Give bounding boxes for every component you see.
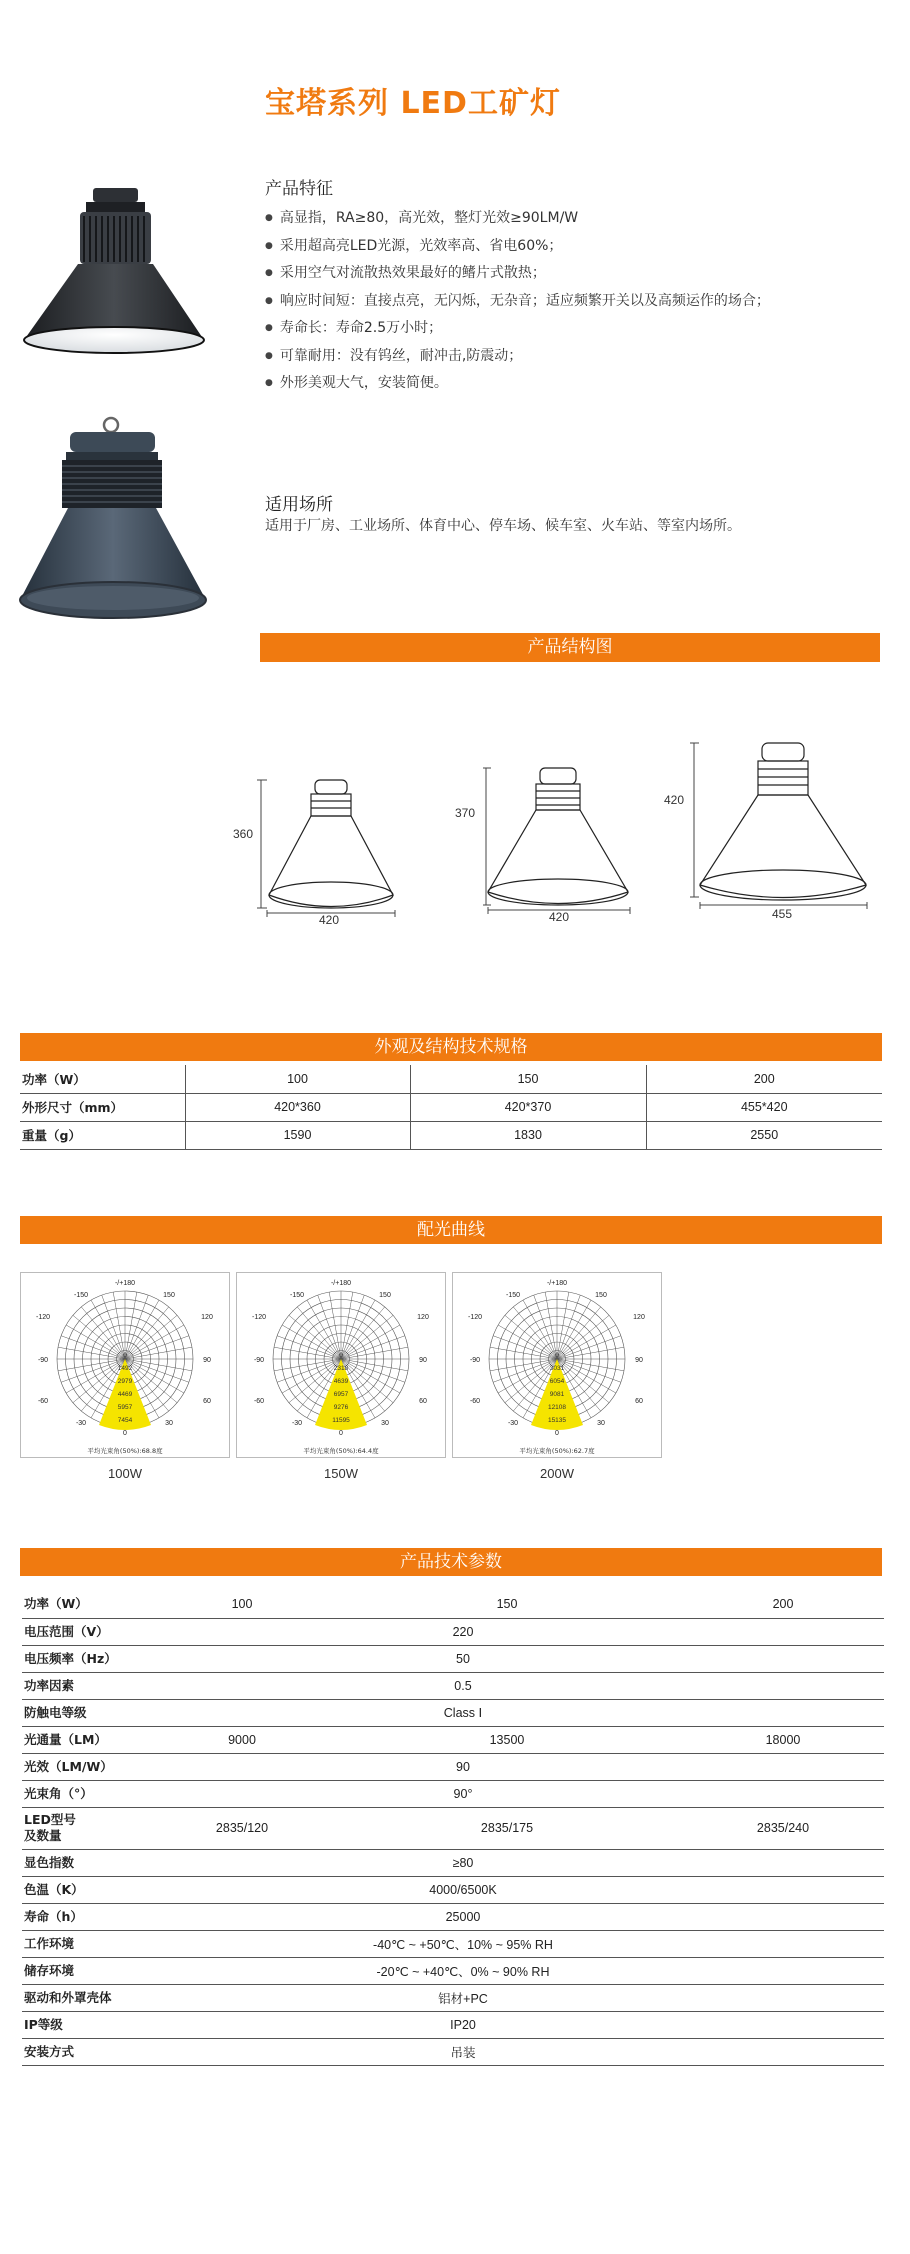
cell: 420*370 bbox=[410, 1093, 646, 1121]
cell: 50 bbox=[152, 1645, 884, 1672]
angle-label: -/+180 bbox=[546, 1280, 568, 1287]
application-text: 适用于厂房、工业场所、体育中心、停车场、候车室、火车站、等室内场所。 bbox=[265, 518, 741, 534]
cell: 150 bbox=[332, 1591, 682, 1618]
angle-label: -/+180 bbox=[114, 1280, 136, 1287]
cell: 100 bbox=[185, 1065, 410, 1093]
intensity-label: 0 bbox=[555, 1352, 559, 1359]
height-label: 370 bbox=[455, 806, 476, 820]
table-row bbox=[22, 1591, 884, 1618]
angle-label: -150 bbox=[289, 1292, 305, 1299]
angle-label: -90 bbox=[469, 1357, 481, 1364]
cell: 220 bbox=[152, 1618, 884, 1645]
row-label: 安装方式 bbox=[22, 2038, 152, 2065]
cell: 420*360 bbox=[185, 1093, 410, 1121]
angle-label: -150 bbox=[505, 1292, 521, 1299]
curves-section-bar: 配光曲线 bbox=[20, 1216, 882, 1244]
table-row bbox=[22, 1807, 884, 1849]
angle-label: -/+180 bbox=[330, 1280, 352, 1287]
table-row bbox=[22, 1930, 884, 1957]
width-label: 455 bbox=[772, 907, 793, 921]
row-label: 显色指数 bbox=[22, 1849, 152, 1876]
intensity-label: 6957 bbox=[333, 1391, 349, 1398]
row-label: 功率因素 bbox=[22, 1672, 152, 1699]
structure-diagram-150w bbox=[455, 760, 633, 930]
cell: ≥80 bbox=[152, 1849, 884, 1876]
angle-label: 120 bbox=[633, 1314, 645, 1321]
height-label: 420 bbox=[664, 793, 685, 807]
angle-label: 150 bbox=[163, 1292, 175, 1299]
structure-diagram-100w bbox=[233, 770, 405, 930]
cell: 吊装 bbox=[152, 2038, 884, 2065]
intensity-label: 4639 bbox=[333, 1378, 349, 1385]
table-row bbox=[22, 1618, 884, 1645]
lamp-outline-drawing bbox=[255, 770, 405, 930]
angle-label: 150 bbox=[379, 1292, 391, 1299]
intensity-label: 2318 bbox=[333, 1365, 349, 1372]
lamp-outline-drawing bbox=[483, 760, 633, 930]
intensity-label: 3031 bbox=[549, 1365, 565, 1372]
feature-item: ● 采用空气对流散热效果最好的鳍片式散热； bbox=[265, 260, 770, 288]
intensity-label: 0 bbox=[123, 1352, 127, 1359]
polar-caption: 150W bbox=[324, 1466, 358, 1481]
row-label: LED型号 及数量 bbox=[22, 1807, 152, 1849]
angle-label: -120 bbox=[35, 1314, 51, 1321]
page-title: 宝塔系列 LED工矿灯 bbox=[265, 86, 561, 121]
spec-table bbox=[20, 1065, 882, 1150]
polar-caption: 100W bbox=[108, 1466, 142, 1481]
intensity-label: 15135 bbox=[547, 1417, 567, 1424]
angle-label: 60 bbox=[419, 1398, 427, 1405]
angle-label: -60 bbox=[37, 1398, 49, 1405]
row-label: 外形尺寸（mm） bbox=[20, 1093, 185, 1121]
cell: 1590 bbox=[185, 1121, 410, 1149]
angle-label: 90 bbox=[635, 1357, 643, 1364]
angle-label: 0 bbox=[555, 1430, 559, 1437]
row-label: IP等级 bbox=[22, 2011, 152, 2038]
polar-caption: 200W bbox=[540, 1466, 574, 1481]
cell: 100 bbox=[152, 1591, 332, 1618]
table-row bbox=[22, 1957, 884, 1984]
row-label: 储存环境 bbox=[22, 1957, 152, 1984]
table-row bbox=[22, 1726, 884, 1753]
table-row bbox=[22, 1849, 884, 1876]
angle-label: 150 bbox=[595, 1292, 607, 1299]
cell: 18000 bbox=[682, 1726, 884, 1753]
product-photo-blue-lamp bbox=[18, 415, 213, 630]
cell: 90° bbox=[152, 1780, 884, 1807]
angle-label: 120 bbox=[417, 1314, 429, 1321]
intensity-label: 5957 bbox=[117, 1404, 133, 1411]
cell: 2550 bbox=[646, 1121, 882, 1149]
product-photo-black-lamp bbox=[18, 180, 213, 355]
features-list bbox=[265, 205, 770, 398]
polar-chart-200w bbox=[452, 1272, 662, 1458]
row-label: 色温（K） bbox=[22, 1876, 152, 1903]
polar-chart-100w bbox=[20, 1272, 230, 1458]
cell: 2835/175 bbox=[332, 1807, 682, 1849]
angle-label: 60 bbox=[635, 1398, 643, 1405]
row-label: 驱动和外罩壳体 bbox=[22, 1984, 152, 2011]
cell: 铝材+PC bbox=[152, 1984, 884, 2011]
angle-label: -30 bbox=[507, 1420, 519, 1427]
intensity-label: 6054 bbox=[549, 1378, 565, 1385]
table-row bbox=[22, 1903, 884, 1930]
row-label: 电压范围（V） bbox=[22, 1618, 152, 1645]
angle-label: 0 bbox=[123, 1430, 127, 1437]
table-row bbox=[22, 1645, 884, 1672]
angle-label: 30 bbox=[165, 1420, 173, 1427]
cell: 1830 bbox=[410, 1121, 646, 1149]
angle-label: -150 bbox=[73, 1292, 89, 1299]
angle-label: -120 bbox=[467, 1314, 483, 1321]
angle-label: -60 bbox=[253, 1398, 265, 1405]
structure-section-bar: 产品结构图 bbox=[260, 633, 880, 662]
table-row bbox=[22, 1753, 884, 1780]
intensity-label: 7454 bbox=[117, 1417, 133, 1424]
cell: Class Ⅰ bbox=[152, 1699, 884, 1726]
table-row bbox=[22, 2038, 884, 2065]
angle-label: -60 bbox=[469, 1398, 481, 1405]
angle-label: 0 bbox=[339, 1430, 343, 1437]
table-row bbox=[22, 1984, 884, 2011]
angle-label: 60 bbox=[203, 1398, 211, 1405]
row-label: 功率（W） bbox=[22, 1591, 152, 1618]
table-row bbox=[22, 2011, 884, 2038]
intensity-label: 4469 bbox=[117, 1391, 133, 1398]
cell: 150 bbox=[410, 1065, 646, 1093]
angle-label: 90 bbox=[419, 1357, 427, 1364]
cell: 2835/120 bbox=[152, 1807, 332, 1849]
intensity-label: 9276 bbox=[333, 1404, 349, 1411]
angle-label: 90 bbox=[203, 1357, 211, 1364]
angle-label: -90 bbox=[253, 1357, 265, 1364]
intensity-label: 11595 bbox=[332, 1417, 350, 1424]
cell: 455*420 bbox=[646, 1093, 882, 1121]
angle-label: -30 bbox=[75, 1420, 87, 1427]
structure-diagram-200w bbox=[664, 735, 875, 930]
intensity-label: 1492 bbox=[117, 1365, 133, 1372]
row-label: 功率（W） bbox=[20, 1065, 185, 1093]
table-row bbox=[22, 1672, 884, 1699]
feature-item: ● 寿命长：寿命2.5万小时； bbox=[265, 315, 770, 343]
row-label: 光效（LM/W） bbox=[22, 1753, 152, 1780]
intensity-label: 0 bbox=[339, 1352, 343, 1359]
lamp-outline-drawing bbox=[690, 735, 875, 930]
cell: IP20 bbox=[152, 2011, 884, 2038]
angle-label: -90 bbox=[37, 1357, 49, 1364]
cell: 4000/6500K bbox=[152, 1876, 884, 1903]
polar-plot bbox=[453, 1273, 661, 1457]
row-label: 重量（g） bbox=[20, 1121, 185, 1149]
beam-angle-note: 平均光束角(50%):68.8度 bbox=[87, 1447, 163, 1455]
params-section-bar: 产品技术参数 bbox=[20, 1548, 882, 1576]
intensity-label: 12108 bbox=[547, 1404, 567, 1411]
feature-item: ● 采用超高亮LED光源，光效率高、省电60%； bbox=[265, 233, 770, 261]
params-table bbox=[22, 1591, 884, 2066]
table-row bbox=[22, 1780, 884, 1807]
cell: 13500 bbox=[332, 1726, 682, 1753]
row-label: 工作环境 bbox=[22, 1930, 152, 1957]
table-row bbox=[22, 1699, 884, 1726]
cell: 200 bbox=[646, 1065, 882, 1093]
table-row bbox=[22, 1876, 884, 1903]
cell: -20℃ ~ +40℃、0% ~ 90% RH bbox=[152, 1957, 884, 1984]
cell: 0.5 bbox=[152, 1672, 884, 1699]
spec-section-bar: 外观及结构技术规格 bbox=[20, 1033, 882, 1061]
feature-item: ● 响应时间短：直接点亮，无闪烁，无杂音；适应频繁开关以及高频运作的场合； bbox=[265, 288, 770, 316]
beam-angle-note: 平均光束角(50%):64.4度 bbox=[303, 1447, 379, 1455]
cell: -40℃ ~ +50℃、10% ~ 95% RH bbox=[152, 1930, 884, 1957]
row-label: 光束角（°） bbox=[22, 1780, 152, 1807]
application-heading: 适用场所 bbox=[265, 495, 333, 515]
feature-item: ● 外形美观大气，安装简便。 bbox=[265, 370, 770, 398]
row-label: 电压频率（Hz） bbox=[22, 1645, 152, 1672]
polar-plot bbox=[237, 1273, 445, 1457]
row-label: 寿命（h） bbox=[22, 1903, 152, 1930]
feature-item: ● 高显指，RA≥80，高光效，整灯光效≥90LM/W bbox=[265, 205, 770, 233]
cell: 200 bbox=[682, 1591, 884, 1618]
table-row bbox=[20, 1093, 882, 1121]
features-heading: 产品特征 bbox=[265, 179, 333, 199]
angle-label: 30 bbox=[597, 1420, 605, 1427]
angle-label: -30 bbox=[291, 1420, 303, 1427]
cell: 9000 bbox=[152, 1726, 332, 1753]
polar-chart-150w bbox=[236, 1272, 446, 1458]
table-row bbox=[20, 1121, 882, 1149]
intensity-label: 9081 bbox=[549, 1391, 565, 1398]
angle-label: -120 bbox=[251, 1314, 267, 1321]
cell: 2835/240 bbox=[682, 1807, 884, 1849]
row-label: 防触电等级 bbox=[22, 1699, 152, 1726]
width-label: 420 bbox=[319, 913, 340, 927]
height-label: 360 bbox=[233, 827, 254, 841]
angle-label: 120 bbox=[201, 1314, 213, 1321]
polar-plot bbox=[21, 1273, 229, 1457]
beam-angle-note: 平均光束角(50%):62.7度 bbox=[519, 1447, 595, 1455]
angle-label: 30 bbox=[381, 1420, 389, 1427]
row-label: 光通量（LM） bbox=[22, 1726, 152, 1753]
table-row bbox=[20, 1065, 882, 1093]
intensity-label: 2979 bbox=[117, 1378, 133, 1385]
width-label: 420 bbox=[549, 910, 570, 924]
feature-item: ● 可靠耐用：没有钨丝，耐冲击,防震动； bbox=[265, 343, 770, 371]
cell: 25000 bbox=[152, 1903, 884, 1930]
cell: 90 bbox=[152, 1753, 884, 1780]
